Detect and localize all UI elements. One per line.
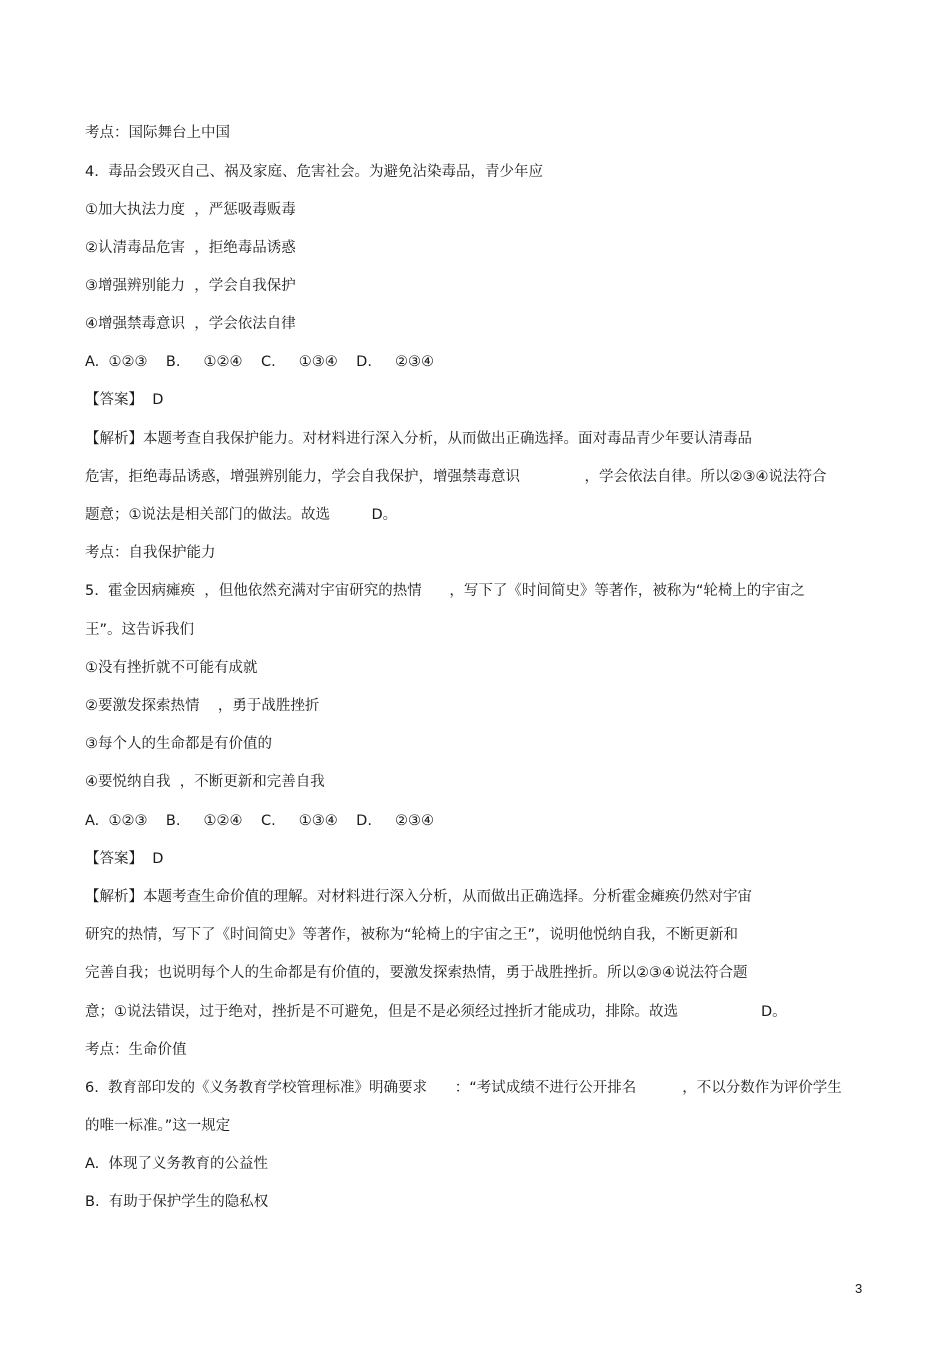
answer-line: 【答案】 D <box>85 392 164 408</box>
option-statement: ①没有挫折就不可能有成就 <box>85 660 258 676</box>
question-5-stem: 王”。这告诉我们 <box>85 622 195 638</box>
answer-option: A. 体现了义务教育的公益性 <box>85 1156 268 1172</box>
analysis-line: 完善自我；也说明每个人的生命都是有价值的，要激发探索热情，勇于战胜挫折。所以②③④说法符合题 <box>85 965 748 981</box>
option-statement: ②要激发探索热情 ，勇于战胜挫折 <box>85 698 320 714</box>
option-statement: ③增强辨别能力 ，学会自我保护 <box>85 278 296 294</box>
text-line: 考点：自我保护能力 <box>85 545 216 561</box>
option-statement: ④增强禁毒意识 ，学会依法自律 <box>85 316 296 332</box>
question-6-stem: 的唯一标准。”这一规定 <box>85 1118 231 1134</box>
option-statement: ④要悦纳自我 ，不断更新和完善自我 <box>85 774 325 790</box>
question-4-stem: 4. 毒品会毁灭自己、祸及家庭、危害社会。为避免沾染毒品，青少年应 <box>85 164 544 180</box>
analysis-line: 研究的热情，写下了《时间简史》等著作，被称为“轮椅上的宇宙之王”，说明他悦纳自我，不断更新和 <box>85 927 739 943</box>
analysis-line: 题意；①说法是相关部门的做法。故选 D。 <box>85 507 398 523</box>
analysis-line: 【解析】本题考查自我保护能力。对材料进行深入分析，从而做出正确选择。面对毒品青少年要认清毒品 <box>85 431 752 447</box>
question-6-stem: 6. 教育部印发的《义务教育学校管理标准》明确要求 ：“考试成绩不进行公开排名 ，不以分数作为评价学生 <box>85 1080 842 1096</box>
option-statement: ①加大执法力度 ，严惩吸毒贩毒 <box>85 202 296 218</box>
answer-option: B. 有助于保护学生的隐私权 <box>85 1194 269 1210</box>
text-line: 考点：国际舞台上中国 <box>85 125 230 141</box>
analysis-line: 危害，拒绝毒品诱惑，增强辨别能力，学会自我保护，增强禁毒意识 ，学会依法自律。所以②③④说法符合 <box>85 469 827 485</box>
analysis-line: 意；①说法错误，过于绝对，挫折是不可避免，但是不是必须经过挫折才能成功，排除。故选 D。 <box>85 1004 787 1020</box>
analysis-line: 【解析】本题考查生命价值的理解。对材料进行深入分析，从而做出正确选择。分析霍金瘫痪仍然对宇宙 <box>85 889 752 905</box>
page-number: 3 <box>855 1281 863 1296</box>
answer-choices: A. ①②③ B. ①②④ C. ①③④ D. ②③④ <box>85 813 434 829</box>
option-statement: ②认清毒品危害 ，拒绝毒品诱惑 <box>85 240 296 256</box>
option-statement: ③每个人的生命都是有价值的 <box>85 736 272 752</box>
text-line: 考点：生命价值 <box>85 1042 187 1058</box>
question-5-stem: 5. 霍金因病瘫痪 ，但他依然充满对宇宙研究的热情 ，写下了《时间简史》等著作，被称为“轮椅上的宇宙之 <box>85 583 805 599</box>
answer-choices: A. ①②③ B. ①②④ C. ①③④ D. ②③④ <box>85 354 434 370</box>
answer-line: 【答案】 D <box>85 851 164 867</box>
